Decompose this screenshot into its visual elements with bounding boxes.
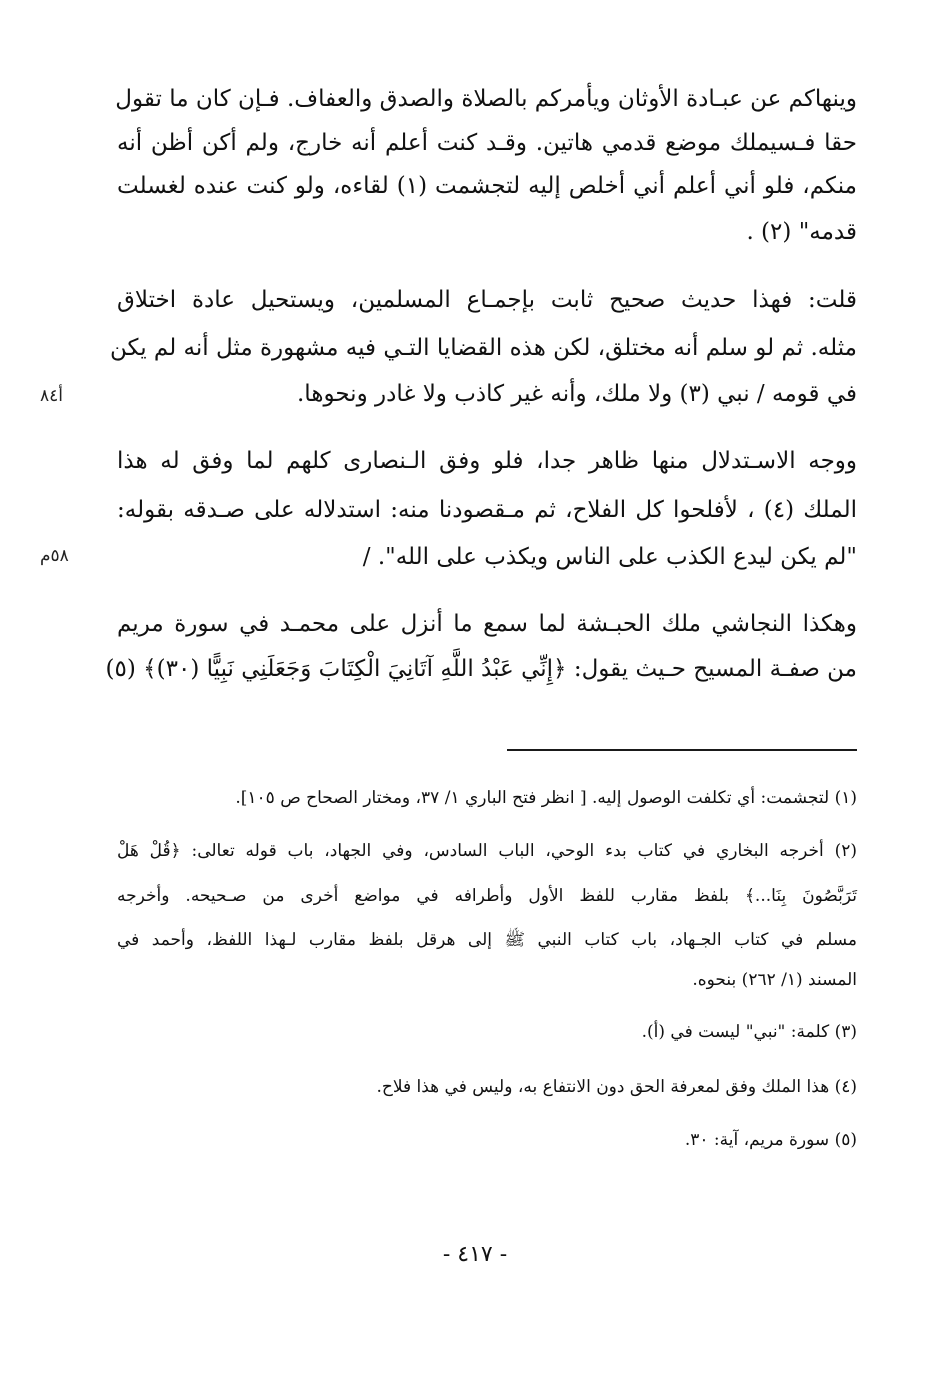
body-line: من صفـة المسيح حـيث يقول: ﴿إِنِّي عَبْدُ اللَّهِ آتَانِيَ الْكِتَابَ وَجَعَلَنِي نَبِيًّا (٣٠)﴾ (٥) [105, 656, 857, 682]
footnote-2-line: المسند (١/ ٢٦٢) بنحوه. [692, 970, 857, 990]
body-line: وينهاكم عن عبـادة الأوثان ويأمركم بالصلاة والصدق والعفاف. فـإن كان ما تقول [115, 86, 857, 112]
body-line: حقا فـسيملك موضع قدمي هاتين. وقـد كنت أعلم أنه خارج، ولم أكن أظن أنه [117, 130, 857, 156]
footnote-2-line: (٢) أخرجه البخاري في كتاب بدء الوحي، الباب السادس، وفي الجهاد، باب قوله تعالى: ﴿قُلْ هَلْ [117, 841, 857, 861]
page-number: - ٤١٧ - [442, 1242, 508, 1267]
body-line: قدمه" (٢) . [746, 219, 857, 245]
body-line: وهكذا النجاشي ملك الحبـشة لما سمع ما أنزل على محمـد في سورة مريم [117, 611, 857, 637]
footnote-2-line: مسلم في كتاب الجـهاد، باب كتاب النبي ﷺ إلى هرقل بلفظ مقارب لـهذا اللفظ، وأحمد في [117, 930, 857, 950]
body-line: منكم، فلو أني أعلم أني أخلص إليه لتجشمت (١) لقاءه، ولو كنت عنده لغسلت [117, 173, 858, 199]
footnote-2-line: تَرَبَّصُونَ بِنَا...﴾ بلفظ مقارب للفظ الأول وأطرافه في مواضع أخرى من صـحيحه. وأخرجه [117, 886, 857, 906]
body-line: الملك (٤) ، لأفلحوا كل الفلاح، ثم مـقصودنا منه: استدلاله على صـدقه بقوله: [117, 497, 857, 523]
body-line: مثله. ثم لو سلم أنه مختلق، لكن هذه القضايا التـي فيه مشهورة مثل أنه لم يكن [109, 335, 857, 361]
body-line: في قومه / نبي (٣) ولا ملك، وأنه غير كاذب ولا غادر ونحوها. [297, 381, 857, 407]
margin-note: أ٨٤ [40, 386, 63, 406]
footnote-3: (٣) كلمة: "نبي" ليست في (أ). [641, 1022, 857, 1042]
footnote-1: (١) لتجشمت: أي تكلفت الوصول إليه. [ انظر فتح الباري ١/ ٣٧، ومختار الصحاح ص ١٠٥]. [235, 788, 857, 808]
margin-note: ٥٨م [40, 546, 69, 566]
footnote-5: (٥) سورة مريم، آية: ٣٠. [684, 1130, 857, 1150]
footnote-4: (٤) هذا الملك وفق لمعرفة الحق دون الانتفاع به، وليس في هذا فلاح. [376, 1077, 857, 1097]
body-line: "لم يكن ليدع الكذب على الناس ويكذب على الله". / [362, 544, 857, 570]
body-line: ووجه الاسـتدلال منها ظاهر جدا، فلو وفق الـنصارى كلهم لما وفق له هذا [117, 448, 857, 474]
body-line: قلت: فهذا حديث صحيح ثابت بإجمـاع المسلمين، ويستحيل عادة اختلاق [117, 287, 857, 313]
footnote-separator [507, 749, 857, 751]
